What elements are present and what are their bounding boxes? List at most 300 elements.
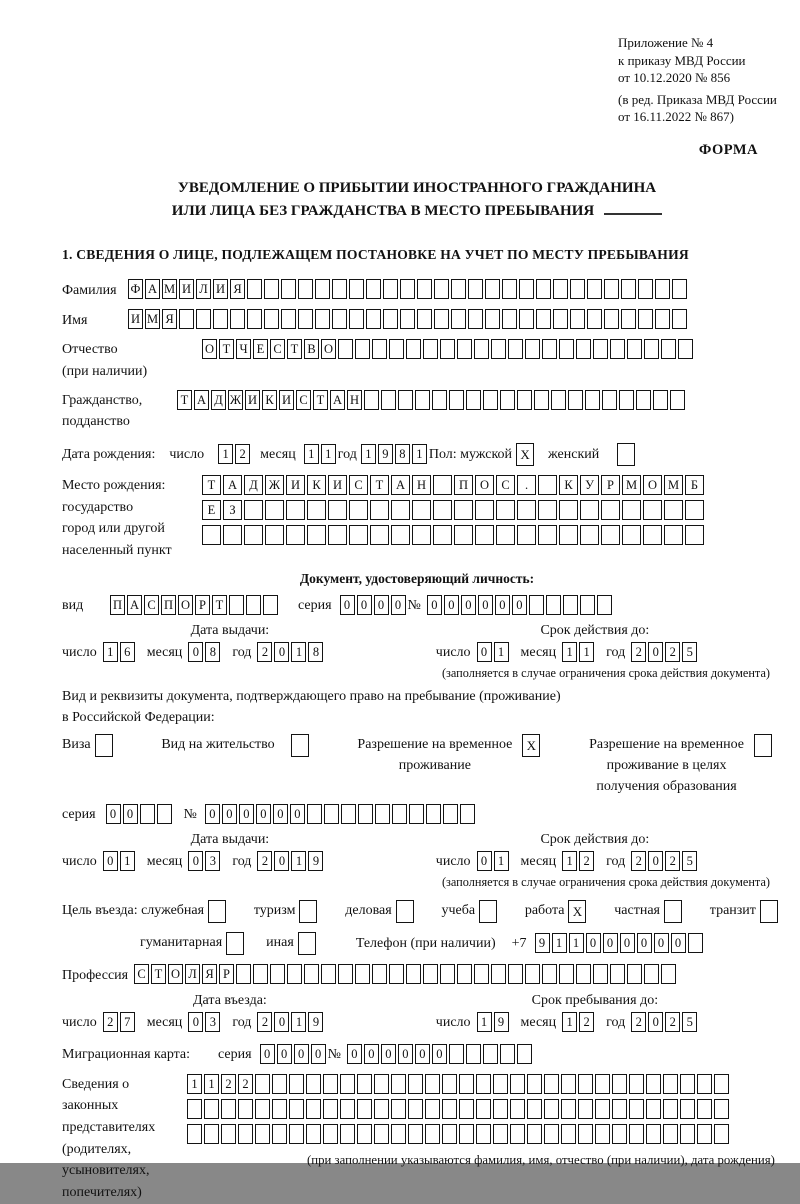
char-cell[interactable]	[140, 804, 155, 824]
char-cell[interactable]	[298, 279, 313, 299]
char-cell[interactable]: Т	[212, 595, 227, 615]
char-cell[interactable]	[341, 804, 356, 824]
char-cell[interactable]: Т	[287, 339, 302, 359]
char-cell[interactable]: 1	[361, 444, 376, 464]
char-cell[interactable]	[434, 309, 449, 329]
char-cell[interactable]	[643, 500, 662, 520]
char-cell[interactable]: А	[391, 475, 410, 495]
char-cell[interactable]	[298, 309, 313, 329]
char-cell[interactable]	[289, 1099, 304, 1119]
char-cell[interactable]: 0	[415, 1044, 430, 1064]
char-cell[interactable]	[664, 525, 683, 545]
char-cell[interactable]	[561, 1124, 576, 1144]
char-cell[interactable]	[442, 1099, 457, 1119]
char-cell[interactable]: О	[643, 475, 662, 495]
char-cell[interactable]	[604, 279, 619, 299]
char-cell[interactable]: Л	[196, 279, 211, 299]
char-cell[interactable]	[627, 339, 642, 359]
char-cell[interactable]	[508, 964, 523, 984]
char-cell[interactable]	[593, 964, 608, 984]
char-cell[interactable]	[204, 1124, 219, 1144]
purpose-work-checkbox[interactable]: X	[568, 900, 586, 923]
char-cell[interactable]: Т	[151, 964, 166, 984]
char-cell[interactable]	[255, 1074, 270, 1094]
char-cell[interactable]	[306, 1124, 321, 1144]
char-cell[interactable]	[244, 500, 263, 520]
char-cell[interactable]: 2	[257, 642, 272, 662]
char-cell[interactable]	[544, 1124, 559, 1144]
char-cell[interactable]: 1	[562, 1012, 577, 1032]
char-cell[interactable]	[372, 339, 387, 359]
char-cell[interactable]	[519, 279, 534, 299]
char-cell[interactable]	[593, 339, 608, 359]
char-cell[interactable]: 0	[205, 804, 220, 824]
char-cell[interactable]	[612, 1099, 627, 1119]
char-cell[interactable]	[434, 279, 449, 299]
purpose-official-checkbox[interactable]	[208, 900, 226, 923]
char-cell[interactable]	[672, 309, 687, 329]
purpose-private-checkbox[interactable]	[664, 900, 682, 923]
char-cell[interactable]	[391, 525, 410, 545]
char-cell[interactable]: 0	[648, 642, 663, 662]
char-cell[interactable]	[587, 279, 602, 299]
char-cell[interactable]: 0	[260, 1044, 275, 1064]
char-cell[interactable]	[517, 500, 536, 520]
char-cell[interactable]: П	[110, 595, 125, 615]
char-cell[interactable]	[328, 525, 347, 545]
char-cell[interactable]: 1	[494, 851, 509, 871]
char-cell[interactable]	[697, 1099, 712, 1119]
char-cell[interactable]	[621, 309, 636, 329]
char-cell[interactable]: 0	[364, 1044, 379, 1064]
char-cell[interactable]	[315, 279, 330, 299]
char-cell[interactable]: 6	[120, 642, 135, 662]
char-cell[interactable]: 2	[221, 1074, 236, 1094]
char-cell[interactable]: Е	[202, 500, 221, 520]
char-cell[interactable]	[638, 279, 653, 299]
char-cell[interactable]	[688, 933, 703, 953]
char-cell[interactable]: 1	[187, 1074, 202, 1094]
char-cell[interactable]	[578, 1124, 593, 1144]
char-cell[interactable]: 0	[620, 933, 635, 953]
char-cell[interactable]	[510, 1074, 525, 1094]
char-cell[interactable]	[601, 500, 620, 520]
char-cell[interactable]	[610, 964, 625, 984]
char-cell[interactable]	[546, 595, 561, 615]
char-cell[interactable]: 9	[308, 1012, 323, 1032]
char-cell[interactable]: 1	[204, 1074, 219, 1094]
char-cell[interactable]: Я	[162, 309, 177, 329]
char-cell[interactable]: 0	[294, 1044, 309, 1064]
char-cell[interactable]	[179, 309, 194, 329]
char-cell[interactable]	[534, 390, 549, 410]
char-cell[interactable]	[610, 339, 625, 359]
char-cell[interactable]	[440, 339, 455, 359]
char-cell[interactable]	[580, 595, 595, 615]
char-cell[interactable]: .	[517, 475, 536, 495]
char-cell[interactable]	[246, 595, 261, 615]
char-cell[interactable]	[433, 525, 452, 545]
char-cell[interactable]	[366, 309, 381, 329]
char-cell[interactable]	[664, 500, 683, 520]
char-cell[interactable]	[408, 1074, 423, 1094]
char-cell[interactable]	[272, 1099, 287, 1119]
char-cell[interactable]	[340, 1074, 355, 1094]
char-cell[interactable]	[661, 339, 676, 359]
char-cell[interactable]: 0	[311, 1044, 326, 1064]
char-cell[interactable]: 1	[477, 1012, 492, 1032]
char-cell[interactable]	[281, 309, 296, 329]
char-cell[interactable]	[559, 525, 578, 545]
char-cell[interactable]	[349, 500, 368, 520]
char-cell[interactable]	[459, 1124, 474, 1144]
char-cell[interactable]: 2	[579, 851, 594, 871]
char-cell[interactable]	[502, 309, 517, 329]
char-cell[interactable]	[442, 1124, 457, 1144]
char-cell[interactable]	[415, 390, 430, 410]
char-cell[interactable]	[417, 309, 432, 329]
char-cell[interactable]	[491, 339, 506, 359]
char-cell[interactable]	[475, 500, 494, 520]
char-cell[interactable]: М	[664, 475, 683, 495]
char-cell[interactable]	[538, 475, 557, 495]
char-cell[interactable]	[527, 1099, 542, 1119]
char-cell[interactable]	[238, 1099, 253, 1119]
char-cell[interactable]	[527, 1074, 542, 1094]
char-cell[interactable]	[483, 1044, 498, 1064]
char-cell[interactable]	[433, 475, 452, 495]
char-cell[interactable]: Т	[177, 390, 192, 410]
char-cell[interactable]: 1	[291, 642, 306, 662]
char-cell[interactable]	[238, 1124, 253, 1144]
char-cell[interactable]	[374, 1099, 389, 1119]
char-cell[interactable]	[355, 964, 370, 984]
residence-permit-checkbox[interactable]	[291, 734, 309, 757]
char-cell[interactable]	[576, 339, 591, 359]
char-cell[interactable]	[338, 964, 353, 984]
char-cell[interactable]	[466, 1044, 481, 1064]
char-cell[interactable]: Р	[195, 595, 210, 615]
char-cell[interactable]: И	[245, 390, 260, 410]
char-cell[interactable]: И	[213, 279, 228, 299]
char-cell[interactable]: Я	[230, 279, 245, 299]
char-cell[interactable]	[340, 1124, 355, 1144]
char-cell[interactable]	[425, 1099, 440, 1119]
char-cell[interactable]	[680, 1074, 695, 1094]
char-cell[interactable]: А	[194, 390, 209, 410]
char-cell[interactable]: 8	[308, 642, 323, 662]
char-cell[interactable]	[255, 1099, 270, 1119]
char-cell[interactable]: 0	[347, 1044, 362, 1064]
char-cell[interactable]	[323, 1074, 338, 1094]
char-cell[interactable]	[544, 1074, 559, 1094]
char-cell[interactable]	[375, 804, 390, 824]
char-cell[interactable]	[714, 1074, 729, 1094]
char-cell[interactable]: 1	[552, 933, 567, 953]
char-cell[interactable]	[500, 1044, 515, 1064]
char-cell[interactable]: М	[145, 309, 160, 329]
char-cell[interactable]	[451, 309, 466, 329]
char-cell[interactable]	[485, 309, 500, 329]
char-cell[interactable]: 0	[603, 933, 618, 953]
char-cell[interactable]: Н	[347, 390, 362, 410]
char-cell[interactable]	[663, 1074, 678, 1094]
char-cell[interactable]: 8	[205, 642, 220, 662]
char-cell[interactable]	[370, 525, 389, 545]
char-cell[interactable]: 0	[444, 595, 459, 615]
char-cell[interactable]	[389, 964, 404, 984]
char-cell[interactable]: С	[144, 595, 159, 615]
char-cell[interactable]	[578, 1074, 593, 1094]
char-cell[interactable]	[663, 1124, 678, 1144]
char-cell[interactable]: Т	[313, 390, 328, 410]
char-cell[interactable]: Б	[685, 475, 704, 495]
char-cell[interactable]	[457, 964, 472, 984]
char-cell[interactable]	[655, 279, 670, 299]
char-cell[interactable]: 0	[671, 933, 686, 953]
char-cell[interactable]: Ж	[228, 390, 243, 410]
purpose-humanitarian-checkbox[interactable]	[226, 932, 244, 955]
char-cell[interactable]	[536, 279, 551, 299]
char-cell[interactable]	[398, 390, 413, 410]
char-cell[interactable]: 0	[340, 595, 355, 615]
char-cell[interactable]: С	[296, 390, 311, 410]
char-cell[interactable]: 1	[103, 642, 118, 662]
char-cell[interactable]: 1	[218, 444, 233, 464]
char-cell[interactable]	[646, 1124, 661, 1144]
char-cell[interactable]	[493, 1124, 508, 1144]
char-cell[interactable]	[500, 390, 515, 410]
char-cell[interactable]: Т	[219, 339, 234, 359]
char-cell[interactable]: Ф	[128, 279, 143, 299]
char-cell[interactable]	[289, 1074, 304, 1094]
char-cell[interactable]: 0	[478, 595, 493, 615]
char-cell[interactable]	[655, 309, 670, 329]
char-cell[interactable]	[349, 279, 364, 299]
char-cell[interactable]	[627, 964, 642, 984]
char-cell[interactable]: 0	[290, 804, 305, 824]
char-cell[interactable]	[468, 279, 483, 299]
char-cell[interactable]	[680, 1099, 695, 1119]
char-cell[interactable]: 9	[378, 444, 393, 464]
char-cell[interactable]	[412, 500, 431, 520]
char-cell[interactable]	[474, 339, 489, 359]
char-cell[interactable]	[338, 339, 353, 359]
purpose-transit-checkbox[interactable]	[760, 900, 778, 923]
char-cell[interactable]	[629, 1124, 644, 1144]
char-cell[interactable]	[685, 500, 704, 520]
char-cell[interactable]: Т	[202, 475, 221, 495]
char-cell[interactable]	[196, 309, 211, 329]
char-cell[interactable]	[672, 279, 687, 299]
char-cell[interactable]	[638, 309, 653, 329]
char-cell[interactable]: С	[496, 475, 515, 495]
char-cell[interactable]: 2	[631, 642, 646, 662]
char-cell[interactable]	[332, 309, 347, 329]
char-cell[interactable]: 0	[256, 804, 271, 824]
char-cell[interactable]	[468, 309, 483, 329]
char-cell[interactable]	[460, 804, 475, 824]
char-cell[interactable]: О	[202, 339, 217, 359]
char-cell[interactable]: 0	[477, 642, 492, 662]
char-cell[interactable]: 0	[391, 595, 406, 615]
char-cell[interactable]: 0	[188, 1012, 203, 1032]
char-cell[interactable]: 0	[648, 851, 663, 871]
char-cell[interactable]	[525, 339, 540, 359]
char-cell[interactable]: А	[223, 475, 242, 495]
char-cell[interactable]	[247, 279, 262, 299]
char-cell[interactable]	[187, 1124, 202, 1144]
char-cell[interactable]: П	[454, 475, 473, 495]
char-cell[interactable]	[542, 964, 557, 984]
char-cell[interactable]: 0	[188, 642, 203, 662]
char-cell[interactable]	[568, 390, 583, 410]
char-cell[interactable]: 5	[682, 642, 697, 662]
char-cell[interactable]	[383, 279, 398, 299]
char-cell[interactable]	[678, 339, 693, 359]
char-cell[interactable]	[636, 390, 651, 410]
char-cell[interactable]: 3	[205, 1012, 220, 1032]
char-cell[interactable]	[366, 279, 381, 299]
char-cell[interactable]: 0	[274, 642, 289, 662]
char-cell[interactable]: 0	[432, 1044, 447, 1064]
char-cell[interactable]	[644, 339, 659, 359]
char-cell[interactable]	[315, 309, 330, 329]
char-cell[interactable]	[576, 964, 591, 984]
char-cell[interactable]	[587, 309, 602, 329]
char-cell[interactable]	[304, 964, 319, 984]
char-cell[interactable]	[408, 1099, 423, 1119]
char-cell[interactable]: 0	[477, 851, 492, 871]
char-cell[interactable]	[714, 1124, 729, 1144]
char-cell[interactable]: 9	[308, 851, 323, 871]
char-cell[interactable]	[475, 525, 494, 545]
char-cell[interactable]	[559, 964, 574, 984]
char-cell[interactable]	[264, 309, 279, 329]
char-cell[interactable]	[561, 1099, 576, 1119]
char-cell[interactable]	[519, 309, 534, 329]
char-cell[interactable]: З	[223, 500, 242, 520]
char-cell[interactable]: К	[307, 475, 326, 495]
char-cell[interactable]: 0	[103, 851, 118, 871]
char-cell[interactable]	[612, 1074, 627, 1094]
char-cell[interactable]: 2	[665, 642, 680, 662]
char-cell[interactable]	[559, 500, 578, 520]
char-cell[interactable]: 0	[277, 1044, 292, 1064]
char-cell[interactable]: 1	[412, 444, 427, 464]
char-cell[interactable]	[202, 525, 221, 545]
char-cell[interactable]	[340, 1099, 355, 1119]
char-cell[interactable]	[496, 525, 515, 545]
char-cell[interactable]	[286, 500, 305, 520]
char-cell[interactable]	[364, 390, 379, 410]
char-cell[interactable]: 2	[238, 1074, 253, 1094]
char-cell[interactable]	[306, 1099, 321, 1119]
char-cell[interactable]	[281, 279, 296, 299]
char-cell[interactable]	[253, 964, 268, 984]
char-cell[interactable]	[542, 339, 557, 359]
char-cell[interactable]	[412, 525, 431, 545]
char-cell[interactable]: 9	[535, 933, 550, 953]
char-cell[interactable]: П	[161, 595, 176, 615]
char-cell[interactable]	[612, 1124, 627, 1144]
char-cell[interactable]	[270, 964, 285, 984]
char-cell[interactable]	[221, 1099, 236, 1119]
char-cell[interactable]	[517, 1044, 532, 1064]
char-cell[interactable]: 2	[257, 1012, 272, 1032]
char-cell[interactable]	[286, 525, 305, 545]
char-cell[interactable]	[527, 1124, 542, 1144]
char-cell[interactable]	[263, 595, 278, 615]
char-cell[interactable]	[670, 390, 685, 410]
char-cell[interactable]	[417, 279, 432, 299]
char-cell[interactable]	[287, 964, 302, 984]
char-cell[interactable]	[409, 804, 424, 824]
char-cell[interactable]: И	[179, 279, 194, 299]
char-cell[interactable]	[459, 1099, 474, 1119]
char-cell[interactable]: И	[328, 475, 347, 495]
char-cell[interactable]	[570, 279, 585, 299]
char-cell[interactable]: 1	[291, 851, 306, 871]
char-cell[interactable]: 2	[665, 851, 680, 871]
char-cell[interactable]	[374, 1074, 389, 1094]
char-cell[interactable]: И	[279, 390, 294, 410]
char-cell[interactable]	[580, 500, 599, 520]
char-cell[interactable]: 1	[569, 933, 584, 953]
char-cell[interactable]: 2	[631, 851, 646, 871]
char-cell[interactable]	[553, 279, 568, 299]
char-cell[interactable]	[236, 964, 251, 984]
char-cell[interactable]	[307, 500, 326, 520]
char-cell[interactable]	[493, 1074, 508, 1094]
char-cell[interactable]: 2	[665, 1012, 680, 1032]
char-cell[interactable]	[685, 525, 704, 545]
char-cell[interactable]	[644, 964, 659, 984]
char-cell[interactable]	[553, 309, 568, 329]
char-cell[interactable]: 0	[273, 804, 288, 824]
char-cell[interactable]	[646, 1074, 661, 1094]
char-cell[interactable]: 0	[274, 851, 289, 871]
char-cell[interactable]: О	[475, 475, 494, 495]
char-cell[interactable]: 0	[512, 595, 527, 615]
char-cell[interactable]	[517, 525, 536, 545]
char-cell[interactable]	[622, 500, 641, 520]
char-cell[interactable]	[358, 804, 373, 824]
char-cell[interactable]	[454, 500, 473, 520]
char-cell[interactable]	[491, 964, 506, 984]
char-cell[interactable]	[646, 1099, 661, 1119]
char-cell[interactable]: Р	[601, 475, 620, 495]
char-cell[interactable]	[585, 390, 600, 410]
char-cell[interactable]: 1	[321, 444, 336, 464]
char-cell[interactable]	[406, 964, 421, 984]
char-cell[interactable]	[661, 964, 676, 984]
purpose-business-checkbox[interactable]	[396, 900, 414, 923]
char-cell[interactable]: 0	[648, 1012, 663, 1032]
char-cell[interactable]	[349, 525, 368, 545]
char-cell[interactable]	[264, 279, 279, 299]
char-cell[interactable]: 0	[123, 804, 138, 824]
char-cell[interactable]	[423, 339, 438, 359]
char-cell[interactable]	[425, 1074, 440, 1094]
char-cell[interactable]	[454, 525, 473, 545]
char-cell[interactable]	[449, 1044, 464, 1064]
char-cell[interactable]	[223, 525, 242, 545]
char-cell[interactable]: 0	[637, 933, 652, 953]
char-cell[interactable]: 0	[586, 933, 601, 953]
char-cell[interactable]	[629, 1099, 644, 1119]
char-cell[interactable]	[372, 964, 387, 984]
